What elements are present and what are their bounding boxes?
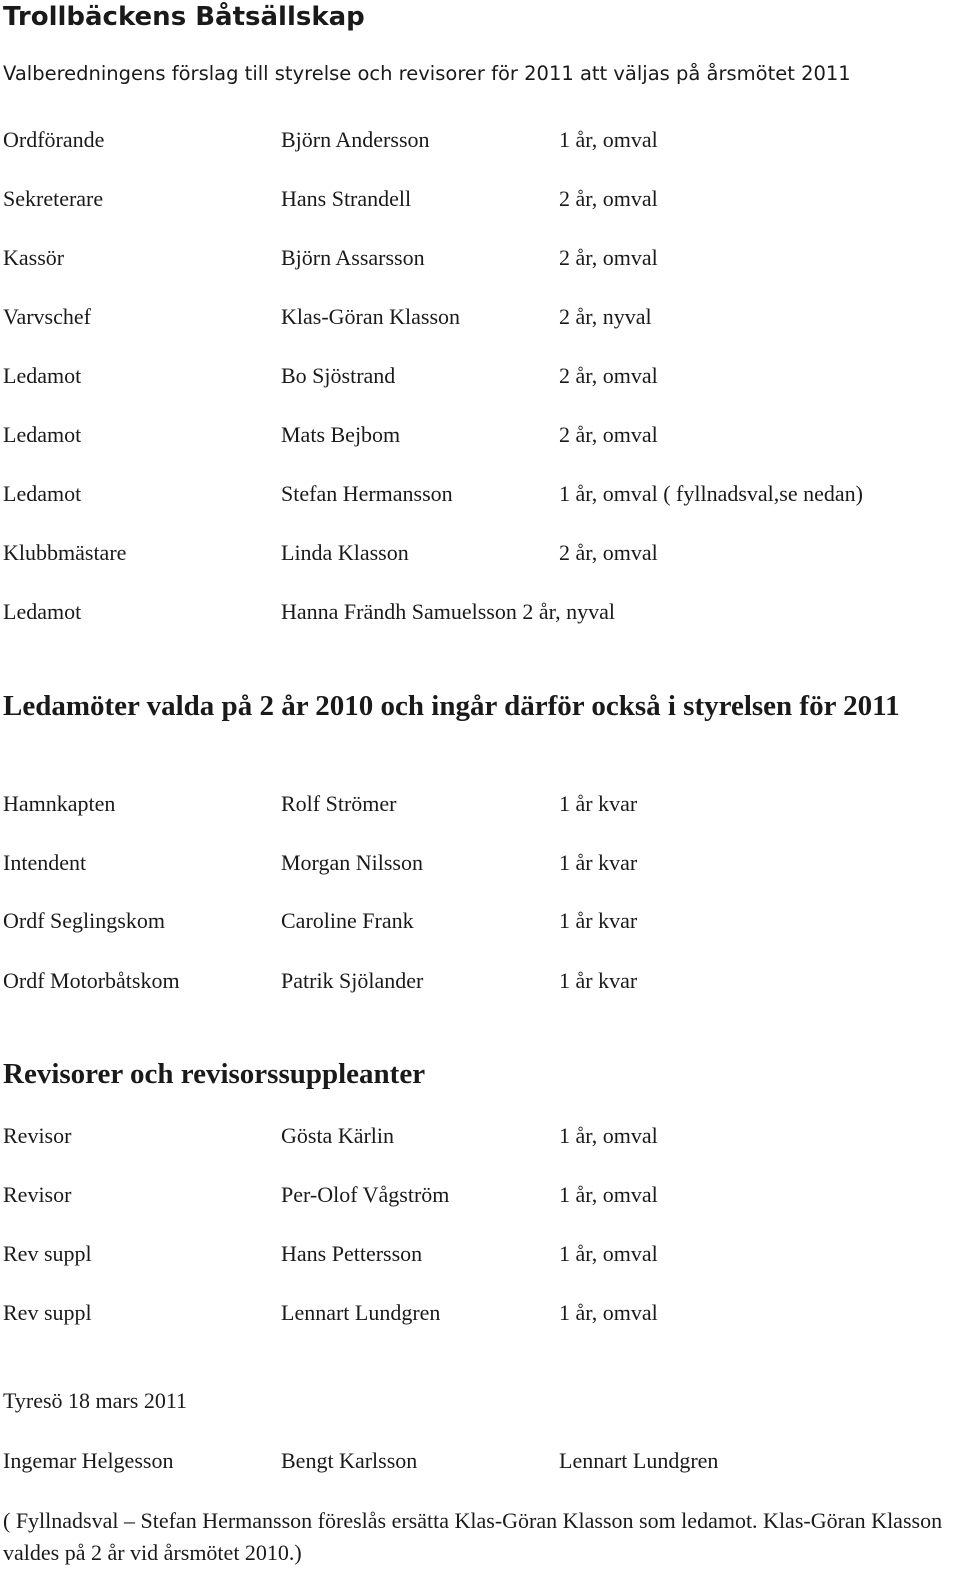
board-row — [0, 363, 960, 395]
section-heading-continuing-members: Ledamöter valda på 2 år 2010 och ingår därför också i styrelsen för 2011 — [3, 690, 900, 722]
term: 2 år, omval — [559, 186, 658, 211]
document-title: Trollbäckens Båtsällskap — [3, 2, 365, 32]
name: Björn Assarsson — [281, 245, 425, 270]
auditor-row — [0, 1123, 960, 1155]
name: Mats Bejbom — [281, 422, 401, 447]
continuing-row — [0, 850, 960, 882]
signatory-name: Ingemar Helgesson — [3, 1448, 174, 1473]
role: Rev suppl — [3, 1241, 92, 1266]
name: Hans Pettersson — [281, 1241, 423, 1266]
auditor-row — [0, 1300, 960, 1332]
place-date-text: Tyresö 18 mars 2011 — [3, 1388, 188, 1413]
board-row — [0, 245, 960, 277]
term: 1 år, omval ( fyllnadsval,se nedan) — [559, 481, 863, 506]
board-row — [0, 481, 960, 513]
term: 2 år, omval — [559, 422, 658, 447]
role: Ordf Seglingskom — [3, 908, 165, 933]
role: Revisor — [3, 1182, 72, 1207]
role: Ordförande — [3, 127, 105, 152]
term: 2 år, nyval — [559, 304, 652, 329]
role: Rev suppl — [3, 1300, 92, 1325]
signatories — [0, 1448, 960, 1480]
term: 1 år, omval — [559, 127, 658, 152]
role: Kassör — [3, 245, 65, 270]
role: Ledamot — [3, 599, 82, 624]
role: Sekreterare — [3, 186, 104, 211]
name: Hans Strandell — [281, 186, 412, 211]
auditor-row — [0, 1182, 960, 1214]
name: Klas-Göran Klasson — [281, 304, 461, 329]
role: Varvschef — [3, 304, 91, 329]
board-row — [0, 127, 960, 159]
role: Ordf Motorbåtskom — [3, 968, 180, 993]
term: 1 år kvar — [559, 968, 638, 993]
continuing-row — [0, 968, 960, 1000]
board-row — [0, 540, 960, 572]
board-row — [0, 304, 960, 336]
continuing-row — [0, 791, 960, 823]
role: Ledamot — [3, 422, 82, 447]
name: Morgan Nilsson — [281, 850, 423, 875]
role: Ledamot — [3, 481, 82, 506]
name: Patrik Sjölander — [281, 968, 424, 993]
place-date — [0, 1388, 960, 1420]
role: Klubbmästare — [3, 540, 127, 565]
role: Revisor — [3, 1123, 72, 1148]
term: 2 år, omval — [559, 245, 658, 270]
continuing-row — [0, 908, 960, 940]
role: Ledamot — [3, 363, 82, 388]
name: Caroline Frank — [281, 908, 414, 933]
footnote: ( Fyllnadsval – Stefan Hermansson föreslås ersätta Klas-Göran Klasson som ledamot. Klas-Göran Klasson valdes på 2 år vid årsmötet 2010.) — [3, 1508, 943, 1565]
name: Linda Klasson — [281, 540, 409, 565]
term: 1 år, omval — [559, 1241, 658, 1266]
name: Gösta Kärlin — [281, 1123, 395, 1148]
name: Per-Olof Vågström — [281, 1182, 450, 1207]
auditor-row — [0, 1241, 960, 1273]
term: 1 år kvar — [559, 791, 638, 816]
document-subtitle: Valberedningens förslag till styrelse och revisorer för 2011 att väljas på årsmötet 2011 — [3, 62, 851, 85]
name: Bo Sjöstrand — [281, 363, 396, 388]
role: Intendent — [3, 850, 87, 875]
term: 2 år, omval — [559, 363, 658, 388]
signatory-name: Lennart Lundgren — [559, 1448, 719, 1473]
board-row — [0, 599, 960, 631]
board-row — [0, 422, 960, 454]
term: 1 år, omval — [559, 1300, 658, 1325]
board-row — [0, 186, 960, 218]
section-heading-auditors: Revisorer och revisorssuppleanter — [3, 1058, 426, 1090]
term: 2 år, omval — [559, 540, 658, 565]
term: 1 år, omval — [559, 1182, 658, 1207]
signatory-name: Bengt Karlsson — [281, 1448, 418, 1473]
name: Stefan Hermansson — [281, 481, 453, 506]
name: Rolf Strömer — [281, 791, 397, 816]
name: Björn Andersson — [281, 127, 430, 152]
role: Hamnkapten — [3, 791, 116, 816]
term: 1 år, omval — [559, 1123, 658, 1148]
name: Hanna Frändh Samuelsson 2 år, nyval — [281, 599, 615, 624]
term: 1 år kvar — [559, 850, 638, 875]
term: 1 år kvar — [559, 908, 638, 933]
name: Lennart Lundgren — [281, 1300, 441, 1325]
